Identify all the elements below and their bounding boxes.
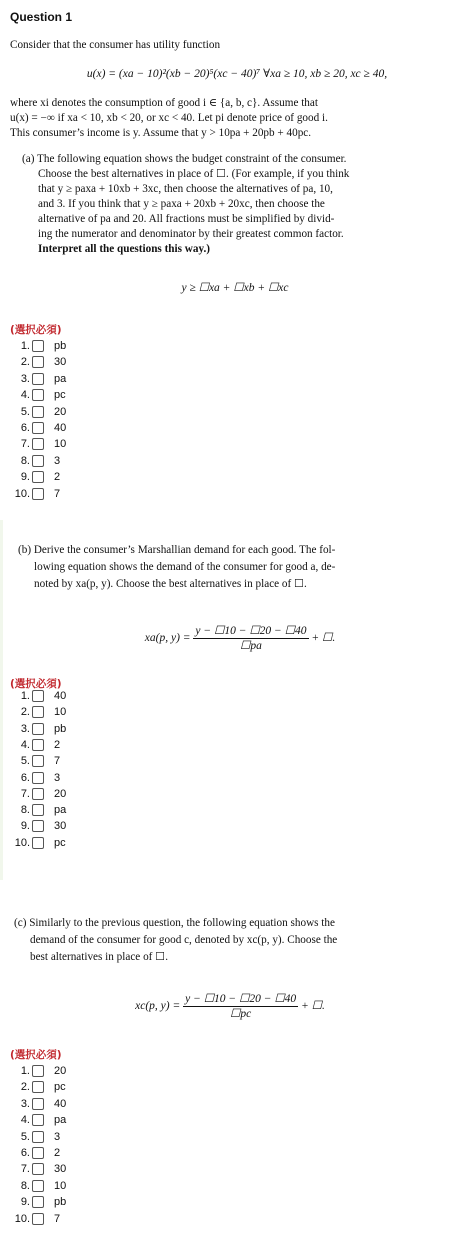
option-item[interactable] (0, 835, 66, 851)
option-value: pc (54, 389, 66, 402)
option-value: pa (54, 804, 67, 817)
option-value: 10 (54, 1179, 67, 1192)
option-number: 5. (20, 755, 30, 768)
intro-line-4: This consumer’s income is y. Assume that y > 10pa + 20pb + 40pc. (10, 127, 312, 139)
option-number: 8. (20, 804, 30, 817)
option-number: 5. (20, 1130, 30, 1143)
option-checkbox[interactable] (32, 837, 44, 849)
option-number: 2. (20, 1081, 30, 1094)
part-c-eq-fraction (183, 992, 298, 1021)
option-number: 9. (20, 820, 30, 833)
option-value: pb (54, 1196, 67, 1209)
utility-equation: u(x) = (xa − 10)²(xb − 20)⁵(xc − 40)⁷ ∀xa ≥ 10, xb ≥ 20, xc ≥ 40, (86, 68, 388, 80)
option-item[interactable] (0, 721, 66, 737)
part-b-eq-fraction (193, 624, 308, 653)
option-value: 20 (54, 405, 67, 418)
option-value: 2 (54, 471, 61, 484)
option-checkbox[interactable] (32, 373, 44, 385)
option-value: 10 (54, 438, 67, 451)
part-c-line-3: best alternatives in place of ☐. (30, 951, 169, 963)
part-b-line-2: lowing equation shows the demand of the consumer for good a, de- (34, 561, 336, 573)
option-item[interactable] (0, 1112, 66, 1128)
part-c-eq-lhs: xc(p, y) = (135, 1000, 181, 1013)
option-number: 10. (14, 1212, 30, 1225)
option-checkbox[interactable] (32, 1180, 44, 1192)
option-checkbox[interactable] (32, 455, 44, 467)
option-value: 30 (54, 356, 67, 369)
option-value: 3 (54, 771, 61, 784)
option-checkbox[interactable] (32, 1196, 44, 1208)
option-number: 10. (14, 836, 30, 849)
part-a-required-label: (選択必須) (10, 324, 62, 336)
option-checkbox[interactable] (32, 389, 44, 401)
option-checkbox[interactable] (32, 755, 44, 767)
option-number: 8. (20, 1179, 30, 1192)
option-value: 3 (54, 1130, 61, 1143)
option-number: 3. (20, 1097, 30, 1110)
option-item[interactable] (0, 338, 66, 354)
option-number: 7. (20, 438, 30, 451)
option-number: 7. (20, 787, 30, 800)
option-item[interactable] (0, 753, 60, 769)
option-number: 1. (20, 340, 30, 352)
option-item[interactable] (0, 1063, 66, 1079)
option-value: 7 (54, 487, 61, 500)
part-c-line-2: demand of the consumer for good c, denoted by xc(p, y). Choose the (30, 934, 338, 946)
option-checkbox[interactable] (32, 438, 44, 450)
option-value: pa (54, 372, 67, 385)
part-a-equation: y ≥ ☐xa + ☐xb + ☐xc (181, 282, 289, 294)
option-number: 4. (20, 389, 30, 402)
option-value: 30 (54, 1163, 67, 1176)
part-a-line-2: Choose the best alternatives in place of ☐. (For example, if you think (38, 168, 350, 180)
question-title: Question 1 (10, 10, 73, 24)
option-checkbox[interactable] (32, 1114, 44, 1126)
option-value: 40 (54, 1097, 67, 1110)
option-value: pc (54, 1081, 66, 1094)
part-b-eq-denominator: ☐pa (240, 640, 262, 652)
part-c-eq-denominator: ☐pc (230, 1008, 252, 1020)
option-item[interactable] (0, 818, 66, 834)
option-item[interactable] (0, 387, 66, 403)
option-item[interactable] (0, 404, 66, 420)
intro-line-3: u(x) = −∞ if xa < 10, xb < 20, or xc < 40. Let pi denote price of good i. (10, 112, 328, 124)
part-a-line-1: (a) The following equation shows the budget constraint of the consumer. (22, 153, 347, 165)
option-item[interactable] (0, 1178, 66, 1194)
option-value: 3 (54, 454, 61, 467)
option-number: 3. (20, 372, 30, 385)
option-item[interactable] (0, 469, 60, 485)
option-number: 1. (20, 1065, 30, 1077)
part-c-eq-tail: + ☐. (301, 1000, 325, 1013)
option-value: 30 (54, 820, 67, 833)
part-b-eq-numerator: y − ☐10 − ☐20 − ☐40 (195, 625, 307, 637)
option-number: 2. (20, 706, 30, 719)
intro-line-2: where xi denotes the consumption of good i ∈ {a, b, c}. Assume that (10, 97, 318, 109)
option-checkbox[interactable] (32, 1163, 44, 1175)
option-item[interactable] (0, 737, 60, 753)
option-item[interactable] (0, 1096, 66, 1112)
option-item[interactable] (0, 436, 66, 452)
option-number: 9. (20, 1196, 30, 1209)
option-number: 10. (14, 487, 30, 500)
option-checkbox[interactable] (32, 356, 44, 368)
part-a-line-3: that y ≥ paxa + 10xb + 3xc, then choose the alternatives of pa, 10, (38, 183, 333, 195)
option-number: 4. (20, 1114, 30, 1127)
option-checkbox[interactable] (32, 788, 44, 800)
option-checkbox[interactable] (32, 471, 44, 483)
option-number: 7. (20, 1163, 30, 1176)
option-value: 7 (54, 1212, 61, 1225)
option-value: 40 (54, 690, 67, 702)
part-c-eq-numerator: y − ☐10 − ☐20 − ☐40 (185, 993, 297, 1005)
option-item[interactable] (0, 420, 66, 436)
option-checkbox[interactable] (32, 1131, 44, 1143)
part-a-line-4: and 3. If you think that y ≥ paxa + 20xb + 20xc, then choose the (38, 198, 325, 210)
option-checkbox[interactable] (32, 1081, 44, 1093)
option-number: 4. (20, 738, 30, 751)
option-item[interactable] (0, 1145, 60, 1161)
part-a-line-7: Interpret all the questions this way.) (38, 243, 210, 255)
option-item[interactable] (0, 1129, 60, 1145)
option-number: 8. (20, 454, 30, 467)
option-number: 9. (20, 471, 30, 484)
part-c-equation (50, 992, 410, 1021)
option-checkbox[interactable] (32, 406, 44, 418)
option-item[interactable] (0, 486, 60, 502)
intro-line-1: Consider that the consumer has utility function (10, 39, 221, 51)
option-value: pc (54, 836, 66, 849)
option-value: 10 (54, 706, 67, 719)
option-item[interactable] (0, 1079, 66, 1095)
part-c-line-1: (c) Similarly to the previous question, the following equation shows the (14, 917, 335, 929)
option-item[interactable] (0, 704, 66, 720)
option-checkbox[interactable] (32, 690, 44, 702)
option-value: 20 (54, 1065, 67, 1077)
part-b-eq-lhs: xa(p, y) = (144, 632, 191, 645)
option-checkbox[interactable] (32, 772, 44, 784)
option-checkbox[interactable] (32, 804, 44, 816)
option-checkbox[interactable] (32, 1147, 44, 1159)
option-number: 2. (20, 356, 30, 369)
option-value: 40 (54, 422, 67, 434)
part-a-line-5: alternative of pa and 20. All fractions must be simplified by divid- (38, 213, 335, 225)
option-checkbox[interactable] (32, 739, 44, 751)
option-number: 1. (20, 690, 30, 702)
option-number: 6. (20, 422, 30, 434)
option-value: 2 (54, 738, 61, 751)
part-b-line-1: (b) Derive the consumer’s Marshallian demand for each good. The fol- (18, 544, 336, 556)
option-item[interactable] (0, 453, 60, 469)
option-checkbox[interactable] (32, 340, 44, 352)
option-item[interactable] (0, 1211, 60, 1227)
option-item[interactable] (0, 1194, 66, 1210)
option-item[interactable] (0, 371, 66, 387)
part-c-required-label: (選択必須) (10, 1049, 62, 1061)
part-b-required-label: (選択必須) (10, 678, 62, 690)
option-number: 6. (20, 1147, 30, 1159)
option-value: 2 (54, 1147, 61, 1159)
option-item[interactable] (0, 770, 60, 786)
option-item[interactable] (0, 802, 66, 818)
option-value: 7 (54, 755, 61, 768)
option-checkbox[interactable] (32, 1065, 44, 1077)
option-number: 5. (20, 405, 30, 418)
option-checkbox[interactable] (32, 1098, 44, 1110)
option-value: 20 (54, 787, 67, 800)
option-checkbox[interactable] (32, 723, 44, 735)
option-checkbox[interactable] (32, 422, 44, 434)
option-checkbox[interactable] (32, 706, 44, 718)
option-number: 3. (20, 722, 30, 735)
option-checkbox[interactable] (32, 1213, 44, 1225)
part-b-equation (60, 624, 420, 653)
option-value: pa (54, 1114, 67, 1127)
option-item[interactable] (0, 688, 66, 704)
option-item[interactable] (0, 786, 66, 802)
option-value: pb (54, 722, 67, 735)
option-item[interactable] (0, 1161, 66, 1177)
option-checkbox[interactable] (32, 820, 44, 832)
option-checkbox[interactable] (32, 488, 44, 500)
part-b-line-3: noted by xa(p, y). Choose the best alternatives in place of ☐. (34, 578, 307, 590)
option-number: 6. (20, 771, 30, 784)
part-b-eq-tail: + ☐. (311, 632, 336, 645)
option-item[interactable] (0, 354, 66, 370)
option-value: pb (54, 340, 67, 352)
part-a-line-6: ing the numerator and denominator by their greatest common factor. (38, 228, 344, 240)
